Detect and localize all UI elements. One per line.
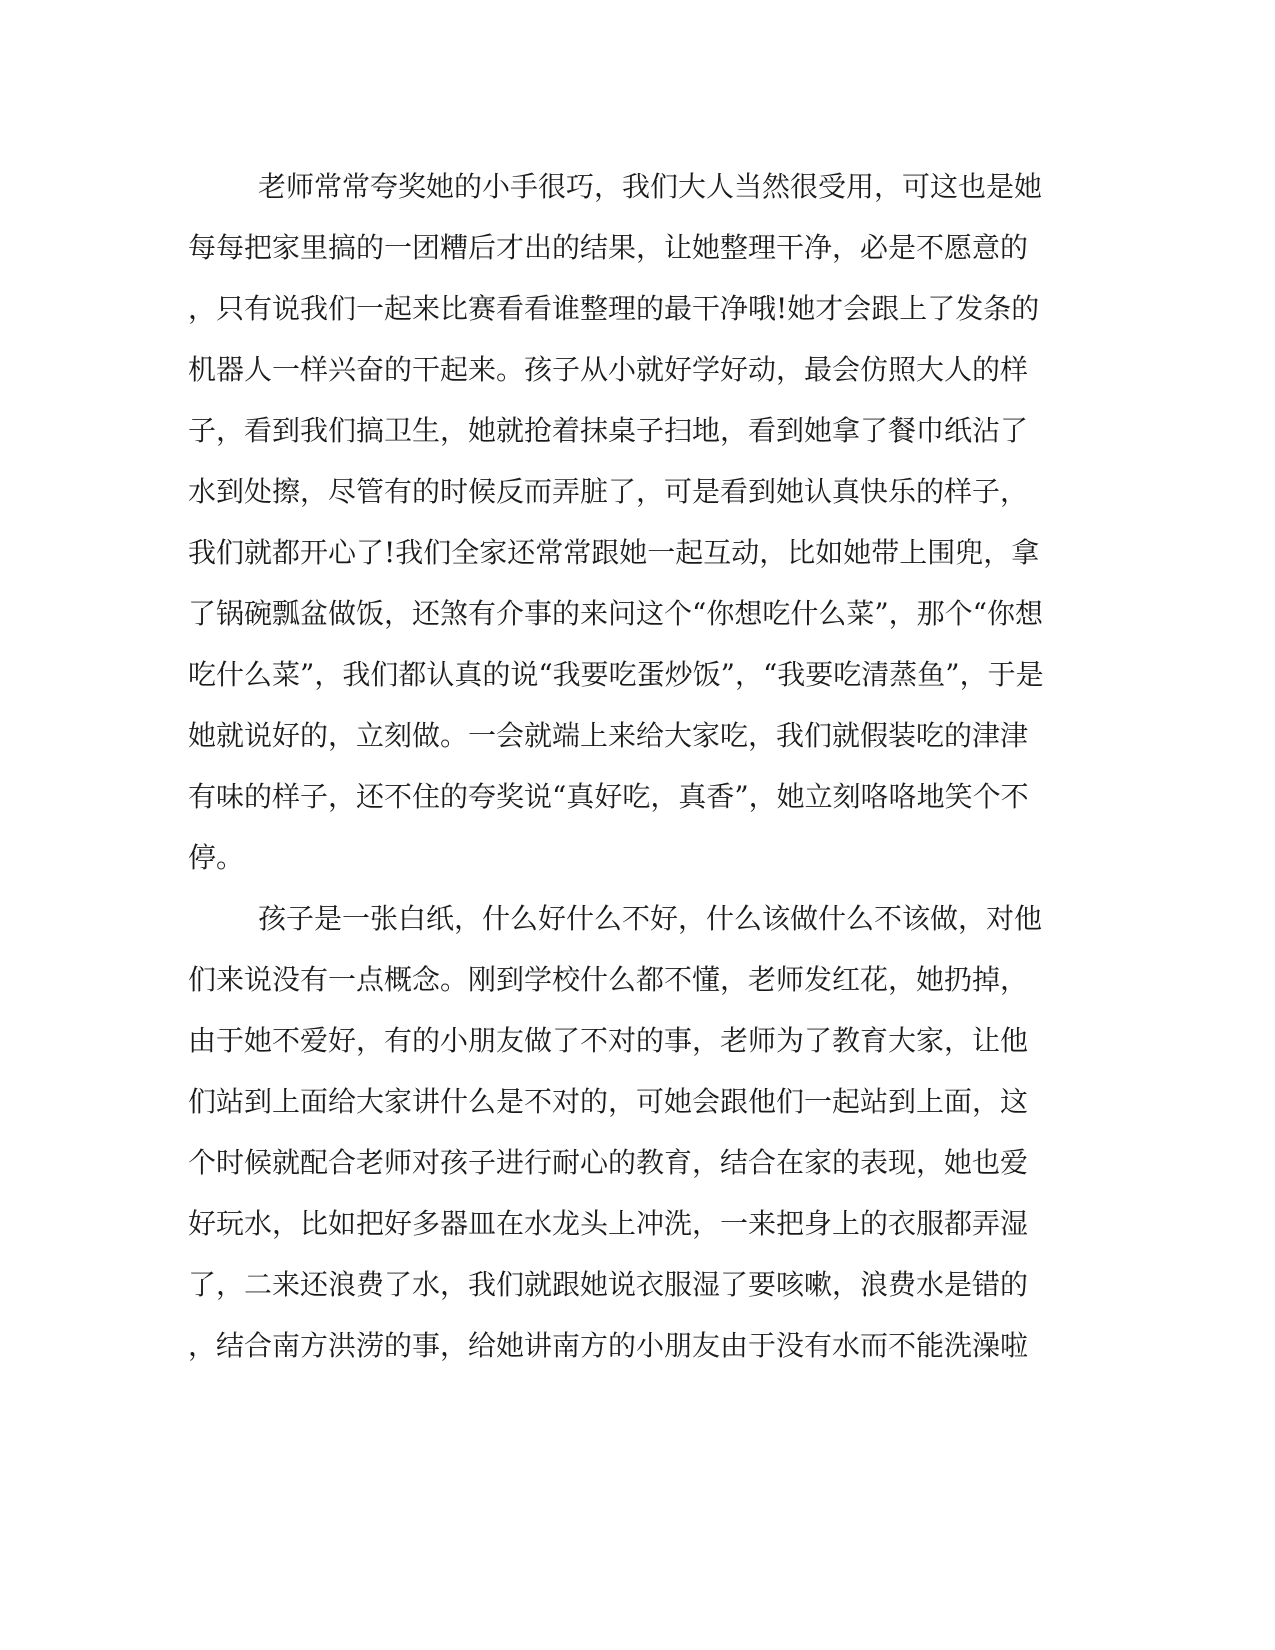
paragraph-2 <box>188 888 1088 1376</box>
text-line: 每每把家里搞的一团糟后才出的结果，让她整理干净，必是不愿意的 <box>188 231 1029 264</box>
text-line: 停。 <box>188 841 245 874</box>
text-line: 子，看到我们搞卫生，她就抢着抹桌子扫地，看到她拿了餐巾纸沾了 <box>188 414 1029 447</box>
text-line: ，结合南方洪涝的事，给她讲南方的小朋友由于没有水而不能洗澡啦 <box>188 1329 1029 1362</box>
text-line: 机器人一样兴奋的干起来。孩子从小就好学好动，最会仿照大人的样 <box>188 353 1029 386</box>
text-line: 吃什么菜”，我们都认真的说“我要吃蛋炒饭”，“我要吃清蒸鱼”，于是 <box>188 658 1044 691</box>
text-line: 了，二来还浪费了水，我们就跟她说衣服湿了要咳嗽，浪费水是错的 <box>188 1268 1029 1301</box>
text-line: ，只有说我们一起来比赛看看谁整理的最干净哦!她才会跟上了发条的 <box>188 292 1040 325</box>
text-line: 们站到上面给大家讲什么是不对的，可她会跟他们一起站到上面，这 <box>188 1085 1029 1118</box>
document-body <box>188 156 1088 1376</box>
text-line: 了锅碗瓢盆做饭，还煞有介事的来问这个“你想吃什么菜”，那个“你想 <box>188 597 1043 630</box>
text-line: 好玩水，比如把好多器皿在水龙头上冲洗，一来把身上的衣服都弄湿 <box>188 1207 1029 1240</box>
text-line: 个时候就配合老师对孩子进行耐心的教育，结合在家的表现，她也爱 <box>188 1146 1029 1179</box>
text-line: 老师常常夸奖她的小手很巧，我们大人当然很受用，可这也是她 <box>258 170 1043 203</box>
text-line: 她就说好的，立刻做。一会就端上来给大家吃，我们就假装吃的津津 <box>188 719 1029 752</box>
text-line: 由于她不爱好，有的小朋友做了不对的事，老师为了教育大家，让他 <box>188 1024 1029 1057</box>
text-line: 我们就都开心了!我们全家还常常跟她一起互动，比如她带上围兜，拿 <box>188 536 1040 569</box>
text-line: 水到处擦，尽管有的时候反而弄脏了，可是看到她认真快乐的样子， <box>188 475 1029 508</box>
text-line: 们来说没有一点概念。刚到学校什么都不懂，老师发红花，她扔掉， <box>188 963 1029 996</box>
text-line: 有味的样子，还不住的夸奖说“真好吃，真香”，她立刻咯咯地笑个不 <box>188 780 1029 813</box>
text-line: 孩子是一张白纸，什么好什么不好，什么该做什么不该做，对他 <box>258 902 1043 935</box>
paragraph-1 <box>188 156 1088 888</box>
